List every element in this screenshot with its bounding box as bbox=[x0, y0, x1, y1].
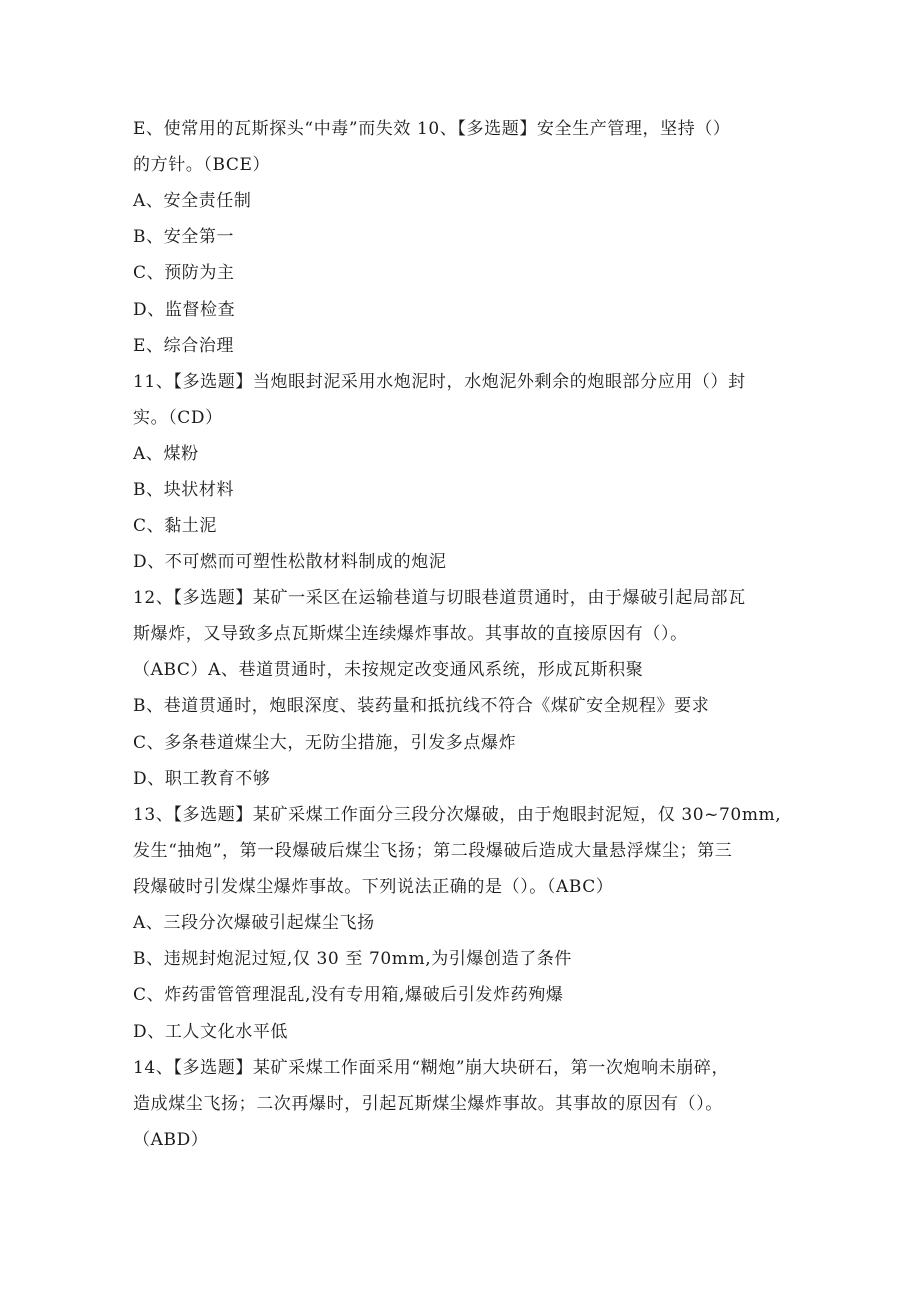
text-line: C、预防为主 bbox=[133, 263, 235, 283]
text-line: C、多条巷道煤尘大，无防尘措施，引发多点爆炸 bbox=[133, 733, 517, 753]
text-line: （ABC）A、巷道贯通时，未按规定改变通风系统，形成瓦斯积聚 bbox=[133, 660, 644, 680]
text-line: D、职工教育不够 bbox=[133, 769, 271, 789]
text-line: D、不可燃而可塑性松散材料制成的炮泥 bbox=[133, 552, 447, 572]
text-line: B、块状材料 bbox=[133, 480, 235, 500]
text-line: B、安全第一 bbox=[133, 227, 235, 247]
text-line: 12、【多选题】某矿一采区在运输巷道与切眼巷道贯通时，由于爆破引起局部瓦 bbox=[133, 588, 746, 608]
text-line: C、炸药雷管管理混乱,没有专用箱,爆破后引发炸药殉爆 bbox=[133, 985, 564, 1005]
text-line: 实。（CD） bbox=[133, 408, 223, 428]
text-line: D、监督检查 bbox=[133, 300, 236, 320]
text-line: C、黏土泥 bbox=[133, 516, 218, 536]
text-line: 13、【多选题】某矿采煤工作面分三段分次爆破，由于炮眼封泥短，仅 30~70mm, bbox=[133, 805, 782, 825]
text-line: D、工人文化水平低 bbox=[133, 1022, 289, 1042]
text-line: B、违规封炮泥过短,仅 30 至 70mm,为引爆创造了条件 bbox=[133, 949, 573, 969]
text-line: 发生“抽炮”，第一段爆破后煤尘飞扬；第二段爆破后造成大量悬浮煤尘；第三 bbox=[133, 841, 733, 861]
text-line: 造成煤尘飞扬；二次再爆时，引起瓦斯煤尘爆炸事故。其事故的原因有（）。 bbox=[133, 1094, 723, 1114]
text-line: A、安全责任制 bbox=[133, 191, 252, 211]
text-line: 段爆破时引发煤尘爆炸事故。下列说法正确的是（）。（ABC） bbox=[133, 877, 614, 897]
text-line: 14、【多选题】某矿采煤工作面采用“糊炮”崩大块研石，第一次炮响未崩碎， bbox=[133, 1058, 730, 1078]
text-line: A、煤粉 bbox=[133, 444, 199, 464]
text-line: B、巷道贯通时，炮眼深度、装药量和抵抗线不符合《煤矿安全规程》要求 bbox=[133, 696, 710, 716]
text-line: E、综合治理 bbox=[133, 336, 235, 356]
text-line: A、三段分次爆破引起煤尘飞扬 bbox=[133, 913, 375, 933]
text-line: E、使常用的瓦斯探头“中毒”而失效 10、【多选题】安全生产管理，坚持（） bbox=[133, 119, 731, 139]
text-line: 的方针。（BCE） bbox=[133, 155, 271, 175]
text-line: 11、【多选题】当炮眼封泥采用水炮泥时，水炮泥外剩余的炮眼部分应用（）封 bbox=[133, 372, 746, 392]
text-line: 斯爆炸，又导致多点瓦斯煤尘连续爆炸事故。其事故的直接原因有（）。 bbox=[133, 624, 688, 644]
text-line: （ABD） bbox=[133, 1130, 209, 1150]
